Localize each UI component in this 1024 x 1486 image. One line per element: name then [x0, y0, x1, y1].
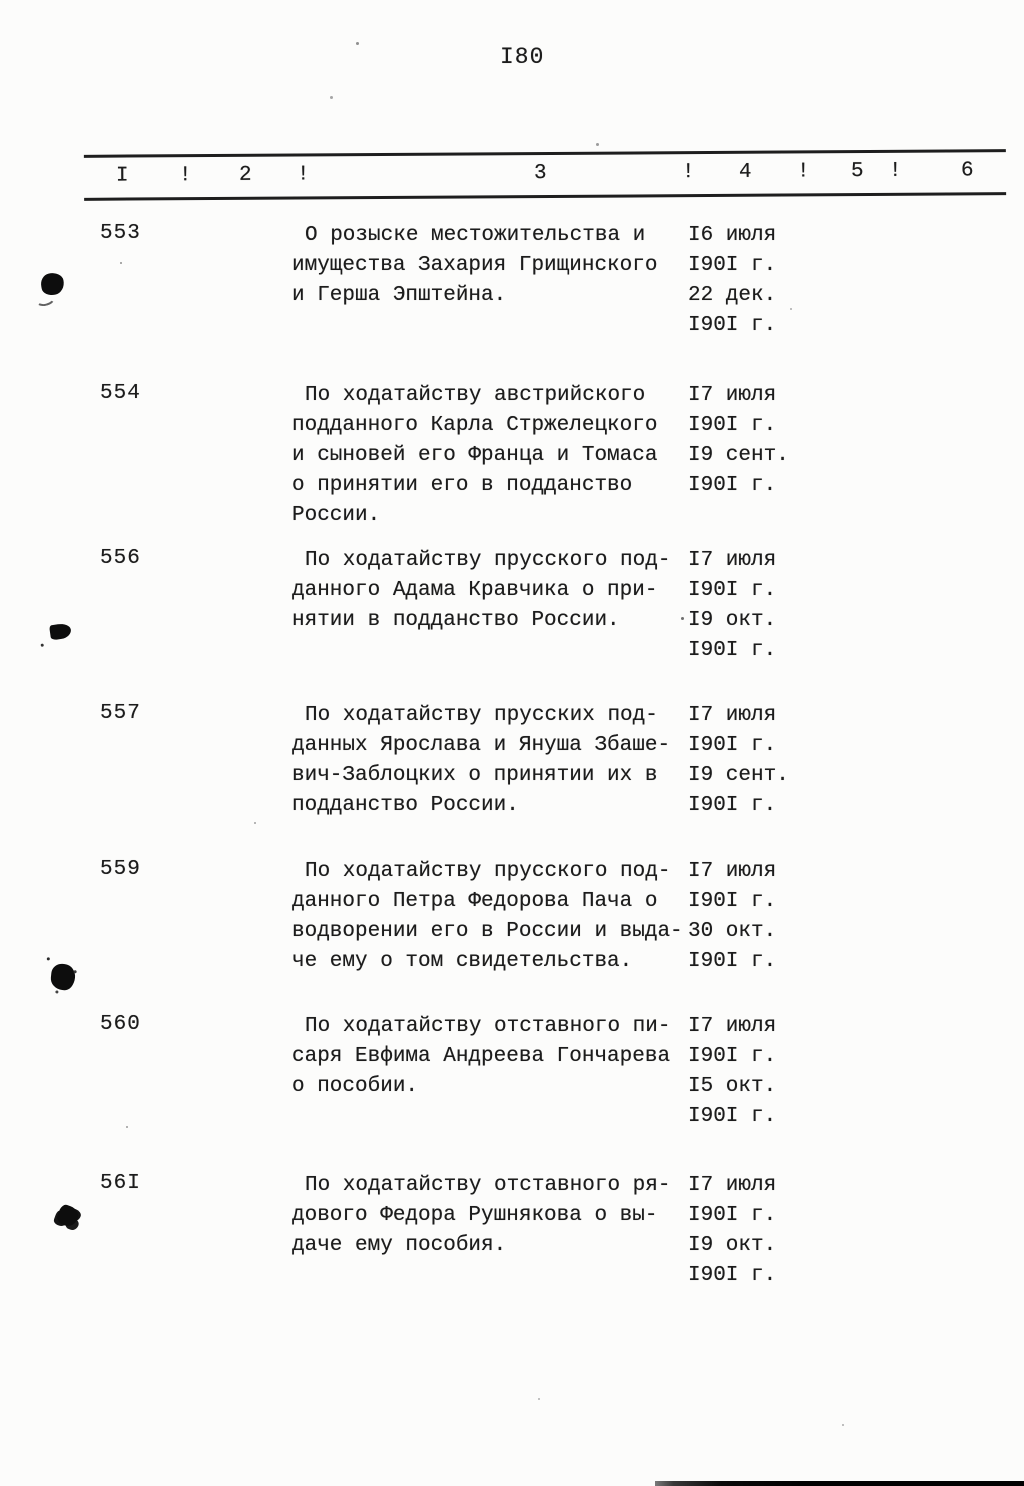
scan-speck — [790, 308, 792, 310]
case-number: 560 — [100, 1013, 141, 1036]
case-description: По ходатайству отставного пи- саря Евфима Андреева Гончарева о пособии. — [292, 1015, 671, 1098]
case-dates: I7 июля I90I г. 30 окт. I90I г. — [688, 860, 777, 973]
case-description: По ходатайству отставного ря- дового Федора Рушнякова о вы- даче ему пособия. — [292, 1174, 671, 1257]
column-separator: ! — [796, 160, 810, 184]
scan-speck — [596, 143, 599, 146]
column-header-5: 5 — [850, 160, 864, 184]
scan-speck — [254, 822, 256, 824]
column-header-3: 3 — [533, 161, 547, 186]
column-header-6: 6 — [960, 159, 974, 183]
case-number: 553 — [100, 222, 141, 245]
case-dates: I7 июля I90I г. I9 окт. I90I г. — [688, 1174, 777, 1287]
case-dates: I7 июля I90I г. I5 окт. I90I г. — [688, 1015, 777, 1128]
column-separator: ! — [178, 164, 192, 188]
case-number: 556 — [100, 547, 141, 570]
scan-speck — [120, 262, 122, 264]
case-dates: I7 июля I90I г. I9 окт. I90I г. — [688, 549, 777, 662]
case-dates: I6 июля I90I г. 22 дек. I90I г. — [688, 224, 777, 337]
case-number: 559 — [100, 858, 141, 881]
column-header-2: 2 — [238, 163, 252, 187]
case-number: 557 — [100, 702, 141, 725]
scan-speck — [538, 1398, 540, 1400]
scan-speck — [330, 96, 333, 99]
scan-speck — [842, 1424, 844, 1426]
case-description: По ходатайству прусского под- данного Адама Кравчика о при- нятии в подданство России. — [292, 549, 671, 632]
column-header-4: 4 — [738, 160, 752, 184]
column-separator: ! — [888, 159, 902, 183]
scan-speck — [126, 1126, 128, 1128]
case-dates: I7 июля I90I г. I9 сент. I90I г. — [688, 704, 789, 817]
case-description: О розыске местожительства и имущества Захария Грищинского и Герша Эпштейна. — [292, 224, 658, 307]
scan-speck — [356, 42, 359, 45]
column-separator: ! — [296, 163, 310, 187]
column-header-1: I — [115, 164, 129, 188]
case-description: По ходатайству прусских под- данных Ярослава и Януша Збаше- вич-Заблоцких о принятии их в подданство России. — [292, 704, 671, 817]
scan-speck — [681, 617, 684, 620]
column-separator: ! — [681, 161, 695, 185]
case-dates: I7 июля I90I г. I9 сент. I90I г. — [688, 384, 789, 497]
page-number: I80 — [500, 44, 545, 70]
case-description: По ходатайству австрийского подданного Карла Стржелецкого и сыновей его Франца и Томаса о принятии его в подданство России. — [292, 384, 658, 527]
scanner-edge-shadow — [655, 1481, 1024, 1486]
case-description: По ходатайству прусского под- данного Петра Федорова Пача о водворении его в России и выда- че ему о том свидетельства. — [292, 860, 683, 973]
case-number: 554 — [100, 382, 141, 405]
case-number: 56I — [100, 1172, 141, 1195]
